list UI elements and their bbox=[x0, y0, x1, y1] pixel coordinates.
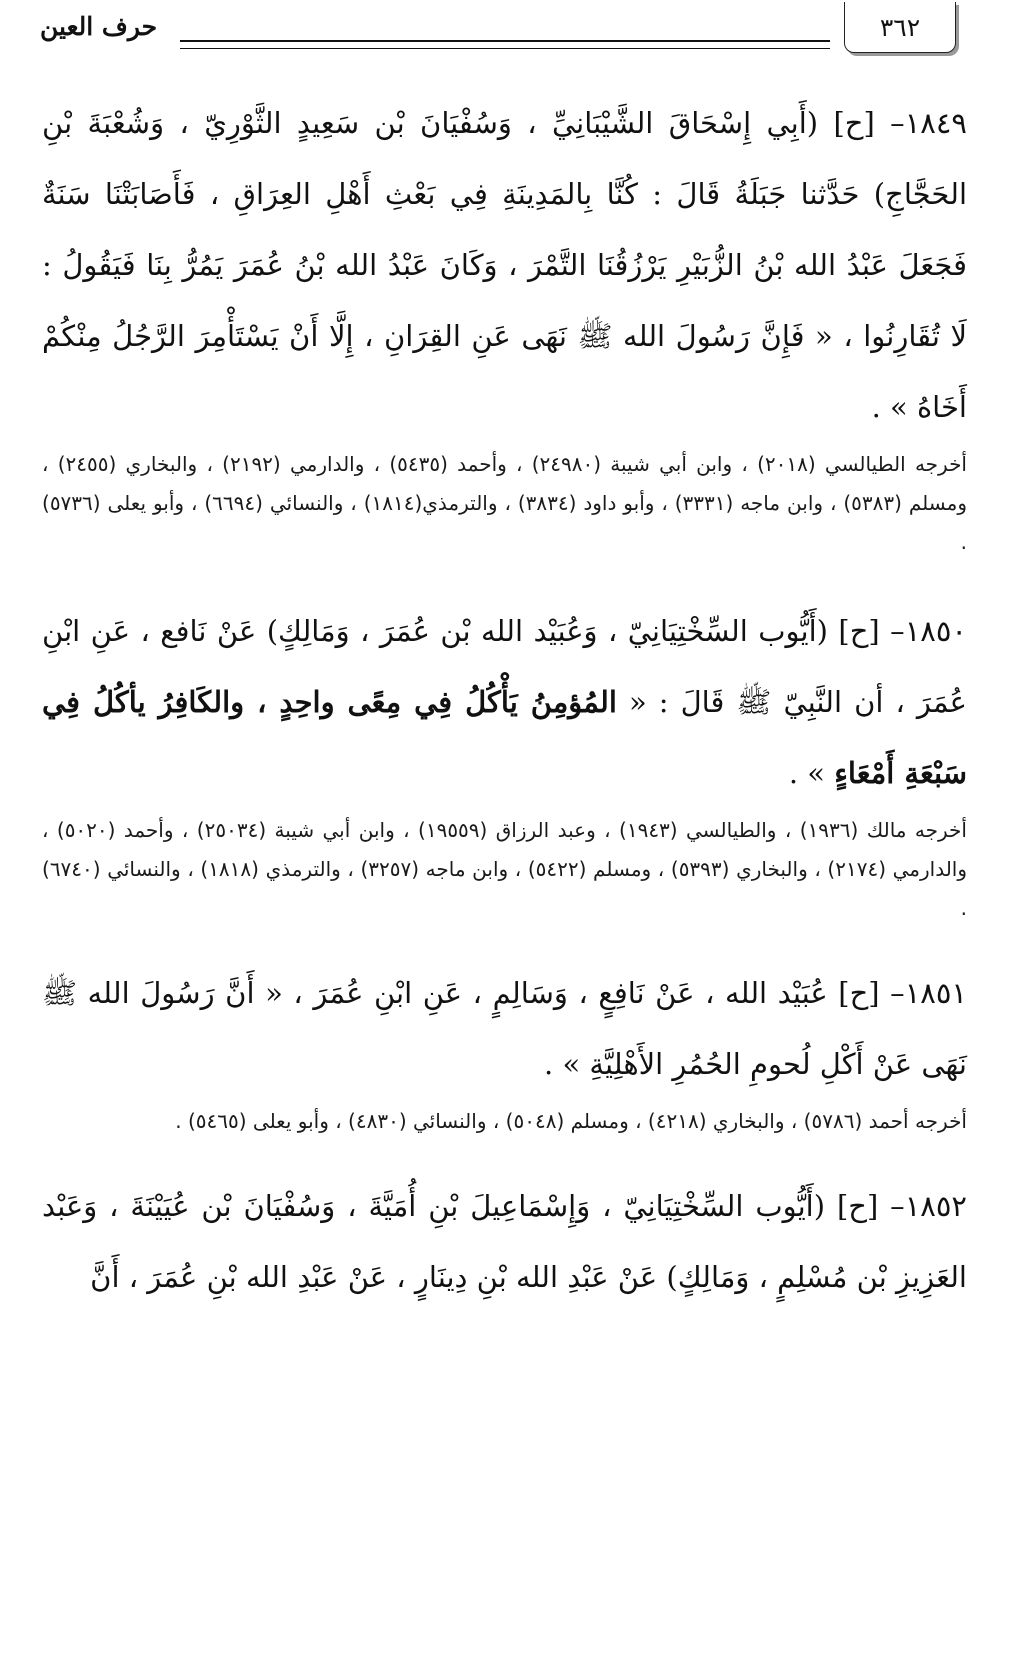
hadith-body: – [ح] عُبَيْد الله ، عَنْ نَافِعٍ ، وَسَالِمٍ ، عَنِ ابْنِ عُمَرَ ، « أَنَّ رَسُولَ الله ﷺ نَهَى عَنْ أَكْلِ لُحومِ الحُمُرِ الأَهْلِيَّةِ » . bbox=[42, 976, 967, 1081]
hadith-entry bbox=[42, 1171, 967, 1313]
hadith-number: ١٨٥١ bbox=[904, 976, 967, 1010]
takhrij-note: أخرجه أحمد (٥٧٨٦) ، والبخاري (٤٢١٨) ، ومسلم (٥٠٤٨) ، والنسائي (٤٨٣٠) ، وأبو يعلى (٥٤٦٥) . bbox=[175, 1109, 967, 1133]
takhrij-note: أخرجه الطيالسي (٢٠١٨) ، وابن أبي شيبة (٢٤٩٨٠) ، وأحمد (٥٤٣٥) ، والدارمي (٢١٩٢) ، والبخاري (٢٤٥٥) ، ومسلم (٥٣٨٣) ، وابن ماجه (٣٣٣١) ، وأبو داود (٣٨٣٤) ، والترمذي(١٨١٤) ، والنسائي (٦٦٩٤) ، وأبو يعلى (٥٧٣٦) . bbox=[42, 452, 967, 554]
hadith-body: – [ح] (أَيُّوب السِّخْتِيَانِيّ ، وَعُبَيْد الله بْن عُمَرَ ، وَمَالِكٍ) عَنْ نَافع ، عَنِ ابْنِ عُمَرَ ، أن النَّبِيّ ﷺ قَالَ : « bbox=[42, 614, 967, 719]
chapter-title: حرف العين bbox=[40, 12, 158, 41]
page-content bbox=[42, 88, 967, 1313]
hadith-text bbox=[42, 596, 967, 809]
hadith-tail: » . bbox=[788, 756, 835, 790]
takhrij-note: أخرجه مالك (١٩٣٦) ، والطيالسي (١٩٤٣) ، وعبد الرزاق (١٩٥٥٩) ، وابن أبي شيبة (٢٥٠٣٤) ، وأحمد (٥٠٢٠) ، والدارمي (٢١٧٤) ، والبخاري (٥٣٩٣) ، ومسلم (٥٤٢٢) ، وابن ماجه (٣٢٥٧) ، والترمذي (١٨١٨) ، والنسائي (٦٧٤٠) . bbox=[42, 818, 968, 920]
hadith-text bbox=[42, 1171, 967, 1313]
page-number: ٣٦٢ bbox=[844, 2, 956, 53]
hadith-entry bbox=[42, 958, 967, 1141]
header-rule bbox=[180, 40, 830, 49]
hadith-entry bbox=[42, 596, 967, 928]
hadith-body: – [ح] (أَيُّوب السِّخْتِيَانِيّ ، وَإِسْمَاعِيلَ بْنِ أُمَيَّةَ ، وَسُفْيَانَ بْن عُيَيْنَةَ ، وَعَبْد العَزِيزِ بْن مُسْلِمٍ ، وَمَالِكٍ) عَنْ عَبْدِ الله بْنِ دِينَارٍ ، عَنْ عَبْدِ الله بْنِ عُمَرَ ، أَنَّ bbox=[42, 1189, 967, 1294]
hadith-text bbox=[42, 88, 967, 443]
hadith-body: – [ح] (أَبِي إِسْحَاقَ الشَّيْبَانِيِّ ، وَسُفْيَانَ بْن سَعِيدٍ الثَّوْرِيّ ، وَشُعْبَةَ بْنِ الحَجَّاجِ) حَدَّثنا جَبَلَةُ قَالَ : كُنَّا بِالمَدِينَةِ فِي بَعْثِ أَهْلِ العِرَاقِ ، فَأَصَابَتْنَا سَنَةٌ فَجَعَلَ عَبْدُ الله بْنُ الزُّبَيْرِ يَرْزُقُنَا التَّمْرَ ، وَكَانَ عَبْدُ الله بْنُ عُمَرَ يَمُرُّ بِنَا فَيَقُولُ : لَا تُقَارِنُوا ، « فَإِنَّ رَسُولَ الله ﷺ نَهَى عَنِ القِرَانِ ، إِلَّا أَنْ يَسْتَأْمِرَ الرَّجُلُ مِنْكُمْ أَخَاهُ » . bbox=[42, 106, 967, 424]
hadith-number: ١٨٤٩ bbox=[904, 106, 967, 140]
page-header bbox=[30, 0, 970, 62]
hadith-number: ١٨٥٢ bbox=[904, 1189, 967, 1223]
hadith-matn-bold: المُؤمِنُ يَأْكُلُ فِي مِعًى واحِدٍ ، والكَافِرُ يأكُلُ فِي سَبْعَةِ أَمْعَاءٍ bbox=[42, 685, 967, 790]
hadith-number: ١٨٥٠ bbox=[904, 614, 967, 648]
hadith-text bbox=[42, 958, 967, 1100]
hadith-entry bbox=[42, 88, 967, 562]
